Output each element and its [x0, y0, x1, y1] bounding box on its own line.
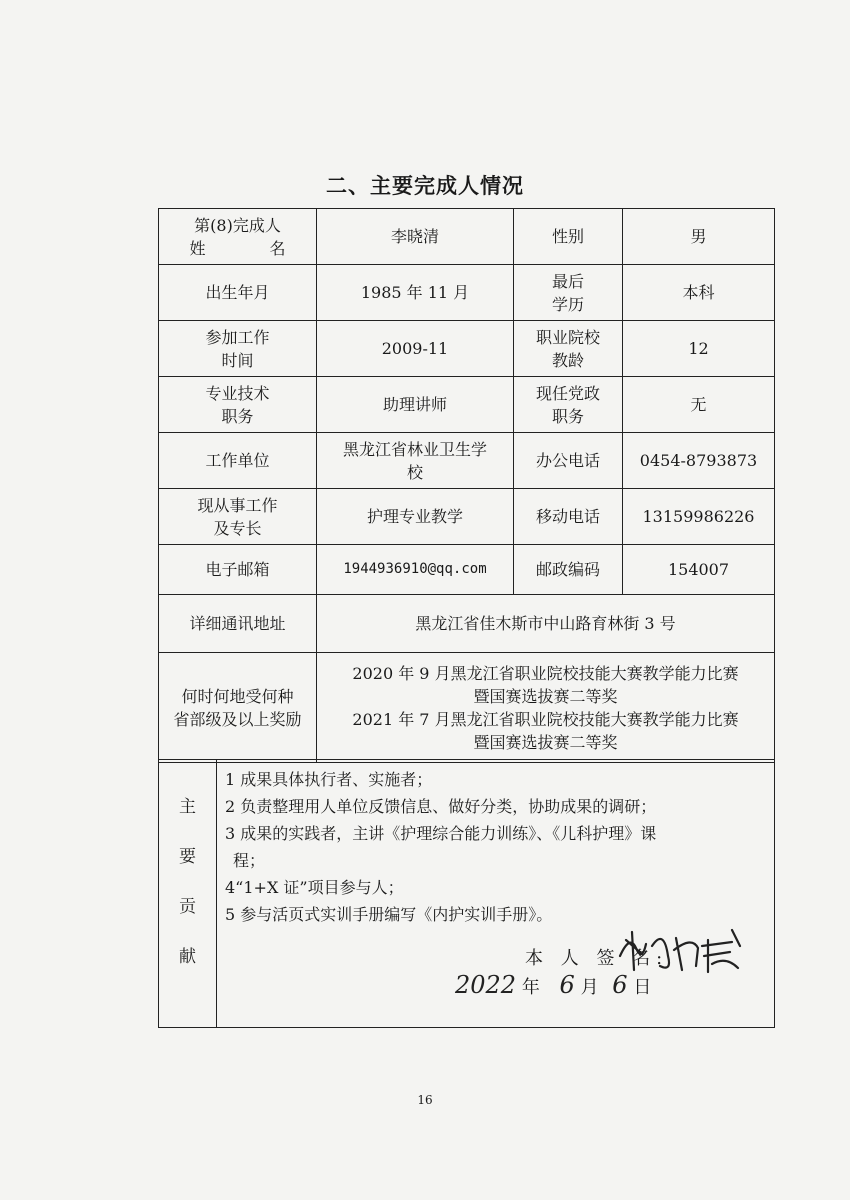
- name-label-top: 第(8)完成人: [194, 215, 281, 235]
- unit-label: 工作单位: [159, 433, 317, 489]
- table-row: [159, 545, 775, 595]
- work-start-label-1: 参加工作: [205, 327, 270, 347]
- postcode-value: 154007: [623, 545, 775, 595]
- signature-label: 本 人 签 名:: [525, 948, 669, 969]
- gender-label: 性别: [514, 209, 623, 265]
- work-start-label-cell: [159, 321, 317, 377]
- date-month-unit: 月: [580, 977, 599, 998]
- edu-value: 本科: [623, 265, 775, 321]
- award-list: [317, 653, 775, 763]
- mobile-value: 13159986226: [623, 489, 775, 545]
- mobile-label: 移动电话: [514, 489, 623, 545]
- table-row: [159, 489, 775, 545]
- name-label-b: 名: [269, 238, 286, 258]
- date-month: 6: [559, 971, 575, 999]
- party-label-2: 职务: [551, 406, 584, 426]
- work-start-label-2: 时间: [221, 350, 254, 370]
- edu-label-1: 最后: [551, 271, 584, 291]
- email-value: 1944936910@qq.com: [317, 545, 514, 595]
- award-label-1: 何时何地受何种: [181, 686, 294, 706]
- contribution-body: [217, 760, 775, 1028]
- date-day-unit: 日: [633, 977, 652, 998]
- office-phone-value: 0454-8793873: [623, 433, 775, 489]
- handwritten-signature: [612, 926, 762, 976]
- table-row: [159, 433, 775, 489]
- name-label-cell: [159, 209, 317, 265]
- unit-value-2: 校: [406, 462, 423, 482]
- contribution-side-char: 贡: [179, 896, 196, 917]
- signature-date: [455, 971, 652, 999]
- contribution-line: 程；: [233, 851, 266, 870]
- personnel-form-table: [158, 208, 775, 763]
- tech-title-label-1: 专业技术: [205, 383, 270, 403]
- contribution-line: 2 负责整理用人单位反馈信息、做好分类，协助成果的调研；: [225, 797, 657, 816]
- party-label-1: 现任党政: [535, 383, 600, 403]
- award-2a: 2021 年 7 月黑龙江省职业院校技能大赛教学能力比赛: [352, 709, 739, 729]
- gender-value: 男: [623, 209, 775, 265]
- job-label-1: 现从事工作: [197, 495, 278, 515]
- award-label-cell: [159, 653, 317, 763]
- teach-years-label-1: 职业院校: [535, 327, 600, 347]
- contribution-line: 5 参与活页式实训手册编写《内护实训手册》。: [225, 905, 553, 924]
- page-title: 二、主要完成人情况: [326, 174, 524, 198]
- table-row: [159, 760, 775, 1028]
- date-year: 2022: [455, 971, 517, 999]
- party-label-cell: [514, 377, 623, 433]
- table-row: [159, 377, 775, 433]
- teach-years-label-2: 教龄: [551, 350, 584, 370]
- job-label-2: 及专长: [213, 518, 262, 538]
- address-value: 黑龙江省佳木斯市中山路育林街 3 号: [317, 595, 775, 653]
- teach-years-value: 12: [623, 321, 775, 377]
- contribution-side-char: 献: [179, 946, 196, 967]
- birth-label: 出生年月: [159, 265, 317, 321]
- contribution-side-label: [159, 760, 217, 1028]
- edu-label-2: 学历: [551, 294, 584, 314]
- job-value: 护理专业教学: [317, 489, 514, 545]
- page-number: 16: [417, 1093, 433, 1107]
- date-year-unit: 年: [521, 977, 540, 998]
- award-2b: 暨国赛选拔赛二等奖: [473, 732, 618, 752]
- unit-value-1: 黑龙江省林业卫生学: [342, 439, 487, 459]
- contribution-side-char: 要: [179, 846, 196, 867]
- tech-title-label-2: 职务: [221, 406, 254, 426]
- date-day: 6: [612, 971, 628, 999]
- tech-title-label-cell: [159, 377, 317, 433]
- contribution-line: 4“1+X 证”项目参与人；: [225, 878, 404, 897]
- name-value: 李晓清: [317, 209, 514, 265]
- contribution-table: [158, 759, 775, 1028]
- award-1a: 2020 年 9 月黑龙江省职业院校技能大赛教学能力比赛: [352, 663, 739, 683]
- contribution-line: 1 成果具体执行者、实施者；: [225, 770, 433, 789]
- birth-value: 1985 年 11 月: [317, 265, 514, 321]
- table-row: [159, 653, 775, 763]
- tech-title-value: 助理讲师: [317, 377, 514, 433]
- unit-value-cell: [317, 433, 514, 489]
- table-row: [159, 209, 775, 265]
- contribution-side-char: 主: [179, 796, 196, 817]
- table-row: [159, 321, 775, 377]
- name-label-a: 姓: [189, 238, 206, 258]
- work-start-value: 2009-11: [317, 321, 514, 377]
- office-phone-label: 办公电话: [514, 433, 623, 489]
- job-label-cell: [159, 489, 317, 545]
- award-label-2: 省部级及以上奖励: [173, 709, 302, 729]
- edu-label-cell: [514, 265, 623, 321]
- postcode-label: 邮政编码: [514, 545, 623, 595]
- address-label: 详细通讯地址: [159, 595, 317, 653]
- party-value: 无: [623, 377, 775, 433]
- contribution-line: 3 成果的实践者，主讲《护理综合能力训练》、《儿科护理》课: [225, 824, 657, 843]
- table-row: [159, 265, 775, 321]
- email-label: 电子邮箱: [159, 545, 317, 595]
- table-row: [159, 595, 775, 653]
- award-1b: 暨国赛选拔赛二等奖: [473, 686, 618, 706]
- teach-years-label-cell: [514, 321, 623, 377]
